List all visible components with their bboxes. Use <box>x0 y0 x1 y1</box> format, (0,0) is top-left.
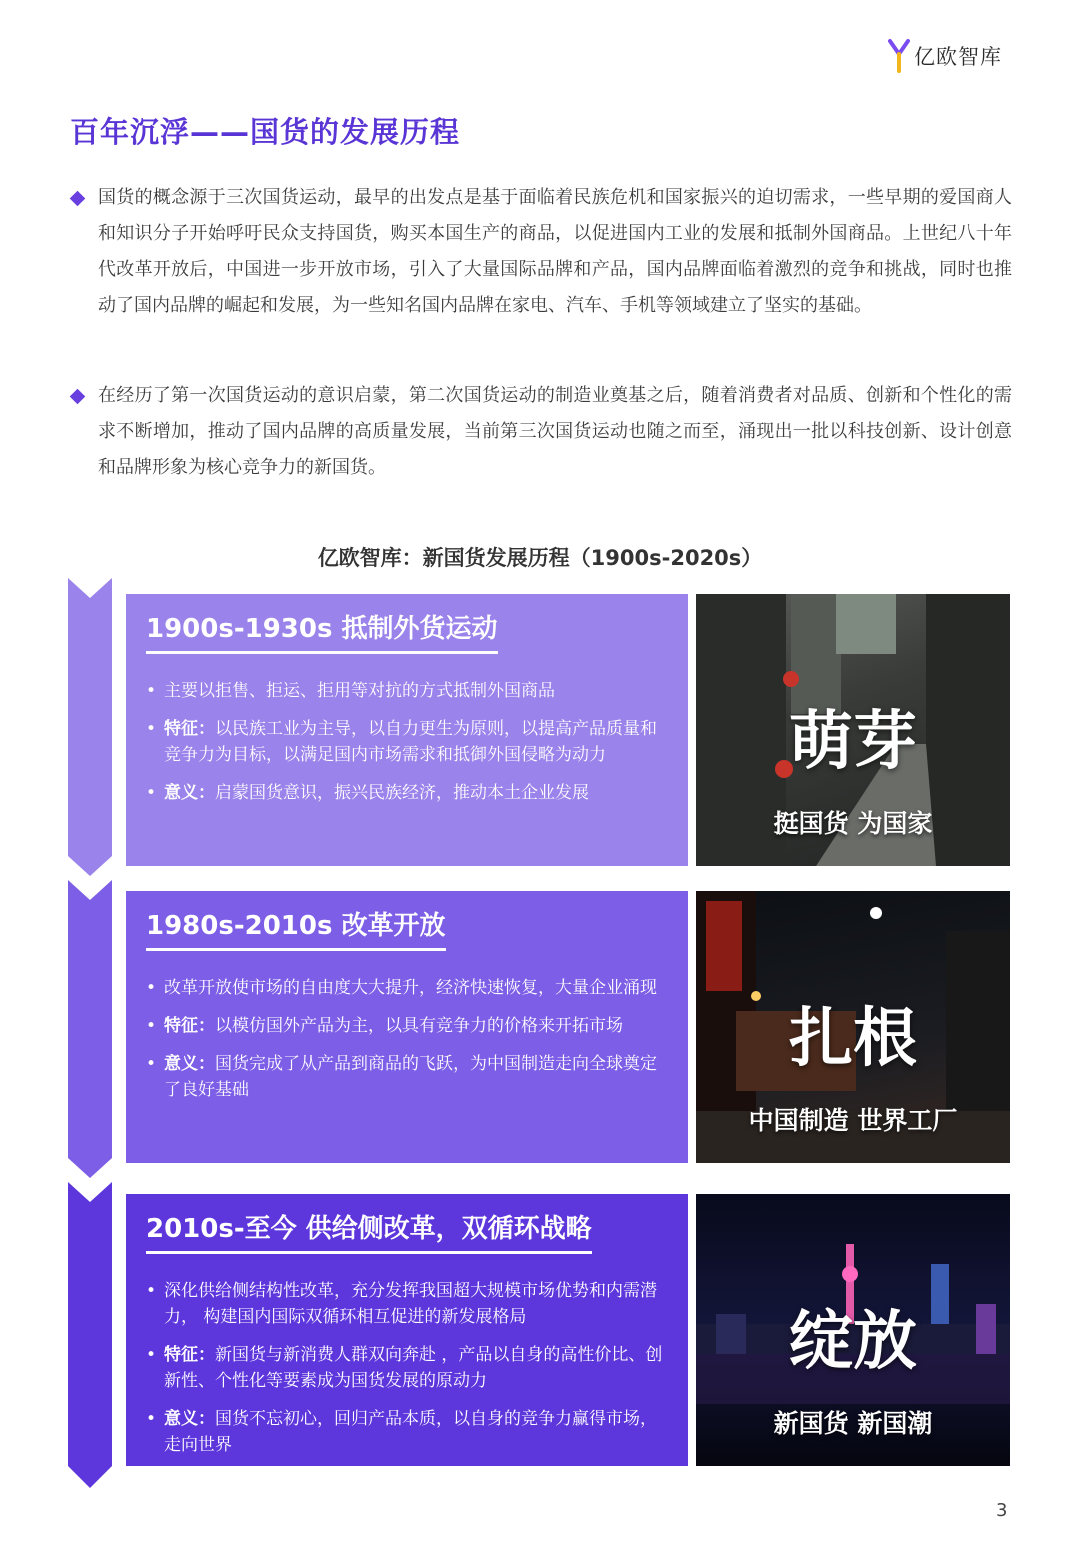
intro-paragraph-2 <box>72 378 1012 486</box>
brand-name: 亿欧智库 <box>914 45 1002 69</box>
era-photo-word: 绽放 <box>789 1305 917 1379</box>
era-photo-word: 扎根 <box>789 1002 917 1076</box>
era-bullets <box>146 678 664 806</box>
timeline-title: 亿欧智库：新国货发展历程（1900s-2020s） <box>317 546 763 570</box>
timeline-arrow <box>68 578 112 1490</box>
era-bullet: • 主要以拒售、拒运、拒用等对抗的方式抵制外国商品 <box>146 678 664 704</box>
era-card-1980s <box>126 891 688 1163</box>
page-title: 百年沉浮——国货的发展历程 <box>70 115 461 149</box>
era-bullet: • 深化供给侧结构性改革，充分发挥我国超大规模市场优势和内需潜力， 构建国内国际双循环相互促进的新发展格局 <box>146 1278 664 1330</box>
era-bullet: • 特征：以民族工业为主导，以自力更生为原则，以提高产品质量和竞争力为目标，以满足国内市场需求和抵御外国侵略为动力 <box>146 716 664 768</box>
era-bullet: • 意义：启蒙国货意识，振兴民族经济，推动本土企业发展 <box>146 780 664 806</box>
era-bullet: • 意义：国货不忘初心，回归产品本质，以自身的竞争力赢得市场，走向世界 <box>146 1406 664 1458</box>
era-photo-night-street <box>696 891 1010 1163</box>
era-bullets <box>146 1278 664 1458</box>
era-photo-skyline <box>696 1194 1010 1466</box>
timeline-segment-2 <box>68 880 112 1178</box>
era-bullets <box>146 975 664 1103</box>
era-heading: 1900s-1930s 抵制外货运动 <box>146 608 498 654</box>
timeline-segment-3 <box>68 1182 112 1488</box>
era-heading: 1980s-2010s 改革开放 <box>146 905 446 951</box>
paragraph-text: 在经历了第一次国货运动的意识启蒙，第二次国货运动的制造业奠基之后，随着消费者对品质、创新和个性化的需求不断增加，推动了国内品牌的高质量发展，当前第三次国货运动也随之而至，涌现出一批以科技创新、设计创意和品牌形象为核心竞争力的新国货。 <box>98 385 1012 478</box>
paragraph-text: 国货的概念源于三次国货运动，最早的出发点是基于面临着民族危机和国家振兴的迫切需求，一些早期的爱国商人和知识分子开始呼吁民众支持国货，购买本国生产的商品，以促进国内工业的发展和抵制外国商品。上世纪八十年代改革开放后，中国进一步开放市场，引入了大量国际品牌和产品，国内品牌面临着激烈的竞争和挑战，同时也推动了国内品牌的崛起和发展，为一些知名国内品牌在家电、汽车、手机等领域建立了坚实的基础。 <box>98 187 1012 316</box>
era-photo-word: 萌芽 <box>789 705 917 779</box>
diamond-bullet-icon <box>70 389 86 405</box>
brand-logo <box>888 36 1028 76</box>
era-bullet: • 特征：新国货与新消费人群双向奔赴 ，产品以自身的高性价比、创新性、个性化等要素成为国货发展的原动力 <box>146 1342 664 1394</box>
logo-y-icon <box>888 38 910 74</box>
era-bullet: • 意义：国货完成了从产品到商品的飞跃，为中国制造走向全球奠定了良好基础 <box>146 1051 664 1103</box>
era-photo-street <box>696 594 1010 866</box>
era-photo-caption: 挺国货 为国家 <box>773 809 933 838</box>
era-photo-caption: 新国货 新国潮 <box>773 1409 933 1438</box>
era-bullet: • 特征：以模仿国外产品为主，以具有竞争力的价格来开拓市场 <box>146 1013 664 1039</box>
era-heading: 2010s-至今 供给侧改革，双循环战略 <box>146 1208 592 1254</box>
intro-paragraph-1 <box>72 180 1012 324</box>
page-number: 3 <box>996 1500 1008 1521</box>
era-bullet: • 改革开放使市场的自由度大大提升，经济快速恢复，大量企业涌现 <box>146 975 664 1001</box>
era-card-2010s <box>126 1194 688 1466</box>
era-card-1900s <box>126 594 688 866</box>
timeline-segment-1 <box>68 578 112 876</box>
diamond-bullet-icon <box>70 191 86 207</box>
era-photo-caption: 中国制造 世界工厂 <box>748 1106 958 1135</box>
